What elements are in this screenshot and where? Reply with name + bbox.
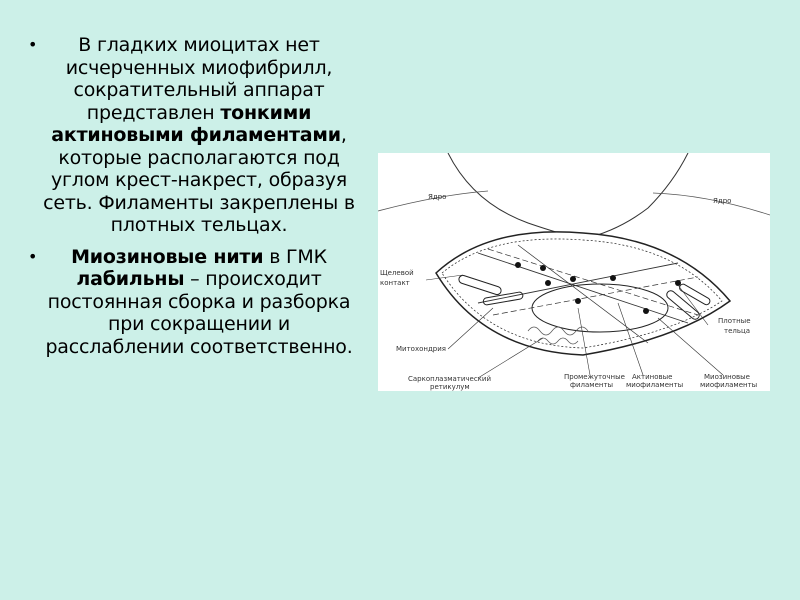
leader-line — [658, 318, 723, 375]
bullet-smooth-myocytes: • В гладких миоцитах нет исчерченных миофибрилл, сократительный аппарат представлен тонкими актиновыми филаментами, которые располагаются под углом крест-накрест, образуя сеть. Филаменты закреплены в плотных тельцах. — [28, 34, 355, 236]
label-myosin-line2: миофиламенты — [700, 381, 758, 389]
label-mitochondria: Митохондрия — [396, 345, 446, 353]
leader-line — [478, 338, 543, 378]
highlight-labile: лабильны — [76, 268, 185, 290]
label-reticulum-line1: Саркоплазматический — [408, 375, 492, 383]
label-gap-junction-line2: контакт — [380, 279, 410, 287]
label-intermediate-line1: Промежуточные — [564, 373, 625, 381]
label-reticulum-line2: ретикулум — [430, 383, 470, 391]
dense-body — [540, 265, 546, 271]
dense-body — [545, 280, 551, 286]
label-myosin-line1: Миозиновые — [704, 373, 750, 381]
dense-body — [610, 275, 616, 281]
label-actin-line2: миофиламенты — [626, 381, 684, 389]
highlight-myosin-threads: Миозиновые нити — [71, 245, 264, 268]
label-actin-line1: Актиновые — [632, 373, 673, 381]
label-gap-junction-line1: Щелевой — [380, 269, 414, 277]
label-nucleus-right: Ядро — [713, 197, 732, 205]
central-nucleus — [532, 284, 668, 332]
label-nucleus-left: Ядро — [428, 193, 447, 201]
dense-body — [515, 262, 521, 268]
smooth-muscle-cell-diagram — [378, 153, 770, 391]
bullet-marker: • — [28, 246, 38, 266]
label-intermediate-line2: филаменты — [570, 381, 614, 389]
bullet-myosin-threads: • Миозиновые нити в ГМК лабильны – происходит постоянная сборка и разборка при сокращении и расслаблении соответственно. — [28, 245, 353, 358]
diagram-svg — [378, 153, 770, 391]
dense-body — [570, 276, 576, 282]
dense-body — [575, 298, 581, 304]
cell-boundary-line — [448, 153, 583, 239]
label-dense-bodies-line2: тельца — [724, 327, 751, 335]
bullet-marker: • — [28, 35, 38, 54]
dense-body — [643, 308, 649, 314]
cell-boundary-line — [653, 193, 770, 215]
slide-text — [24, 34, 360, 367]
label-dense-bodies-line1: Плотные — [718, 317, 751, 325]
cell-boundary-line — [583, 153, 688, 239]
highlight-actin-filaments: тонкими актиновыми филаментами — [51, 101, 341, 146]
